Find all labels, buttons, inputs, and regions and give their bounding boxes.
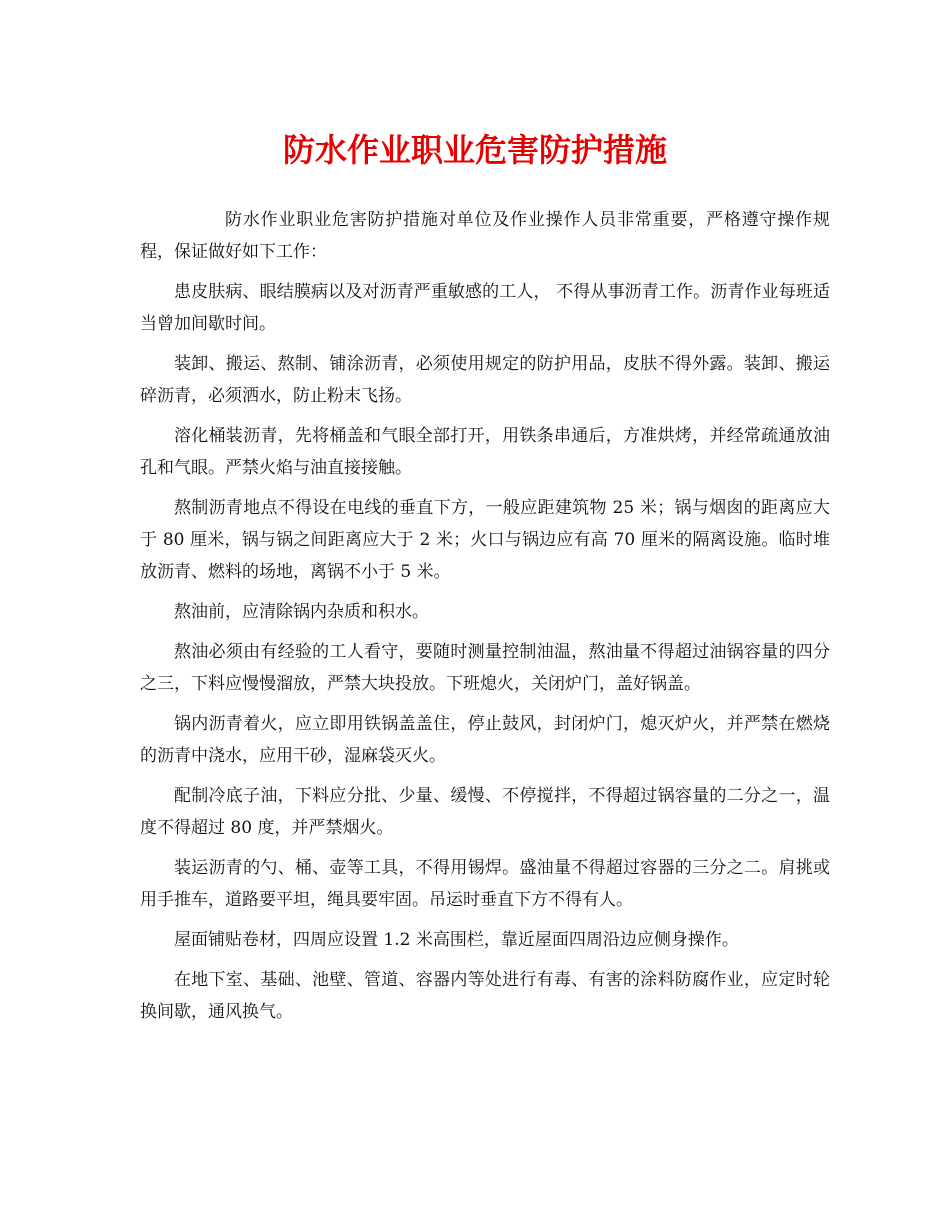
paragraph: 溶化桶装沥青，先将桶盖和气眼全部打开，用铁条串通后，方准烘烤，并经常疏通放油孔和气眼。严禁火焰与油直接接触。 bbox=[140, 426, 830, 478]
paragraph: 熬制沥青地点不得设在电线的垂直下方，一般应距建筑物 25 米；锅与烟囱的距离应大于 80 厘米，锅与锅之间距离应大于 2 米；火口与锅边应有高 70 厘米的隔离设施。临时堆放沥青、燃料的场地，离锅不小于 5 米。 bbox=[140, 498, 830, 582]
paragraph: 患皮肤病、眼结膜病以及对沥青严重敏感的工人， 不得从事沥青工作。沥青作业每班适当曾加间歇时间。 bbox=[140, 282, 830, 334]
document-body bbox=[140, 204, 830, 1036]
paragraph: 屋面铺贴卷材，四周应设置 1.2 米高围栏，靠近屋面四周沿边应侧身操作。 bbox=[174, 930, 739, 950]
paragraph: 锅内沥青着火，应立即用铁锅盖盖住，停止鼓风，封闭炉门，熄灭炉火，并严禁在燃烧的沥青中浇水，应用干砂，湿麻袋灭火。 bbox=[140, 714, 830, 766]
paragraph: 熬油必须由有经验的工人看守，要随时测量控制油温，熬油量不得超过油锅容量的四分之三，下料应慢慢溜放，严禁大块投放。下班熄火，关闭炉门，盖好锅盖。 bbox=[140, 642, 830, 694]
paragraph-intro: 防水作业职业危害防护措施对单位及作业操作人员非常重要，严格遵守操作规程，保证做好如下工作： bbox=[140, 210, 830, 262]
paragraph: 在地下室、基础、池壁、管道、容器内等处进行有毒、有害的涂料防腐作业，应定时轮换间歇，通风换气。 bbox=[140, 970, 830, 1022]
paragraph: 装运沥青的勺、桶、壶等工具，不得用锡焊。盛油量不得超过容器的三分之二。肩挑或用手推车，道路要平坦，绳具要牢固。吊运时垂直下方不得有人。 bbox=[140, 858, 830, 910]
paragraph: 装卸、搬运、熬制、铺涂沥青，必须使用规定的防护用品，皮肤不得外露。装卸、搬运碎沥青，必须洒水，防止粉末飞扬。 bbox=[140, 354, 830, 406]
document-title: 防水作业职业危害防护措施 bbox=[282, 131, 667, 169]
paragraph: 熬油前，应清除锅内杂质和积水。 bbox=[174, 602, 429, 622]
paragraph: 配制冷底子油，下料应分批、少量、缓慢、不停搅拌，不得超过锅容量的二分之一，温度不得超过 80 度，并严禁烟火。 bbox=[140, 786, 830, 838]
